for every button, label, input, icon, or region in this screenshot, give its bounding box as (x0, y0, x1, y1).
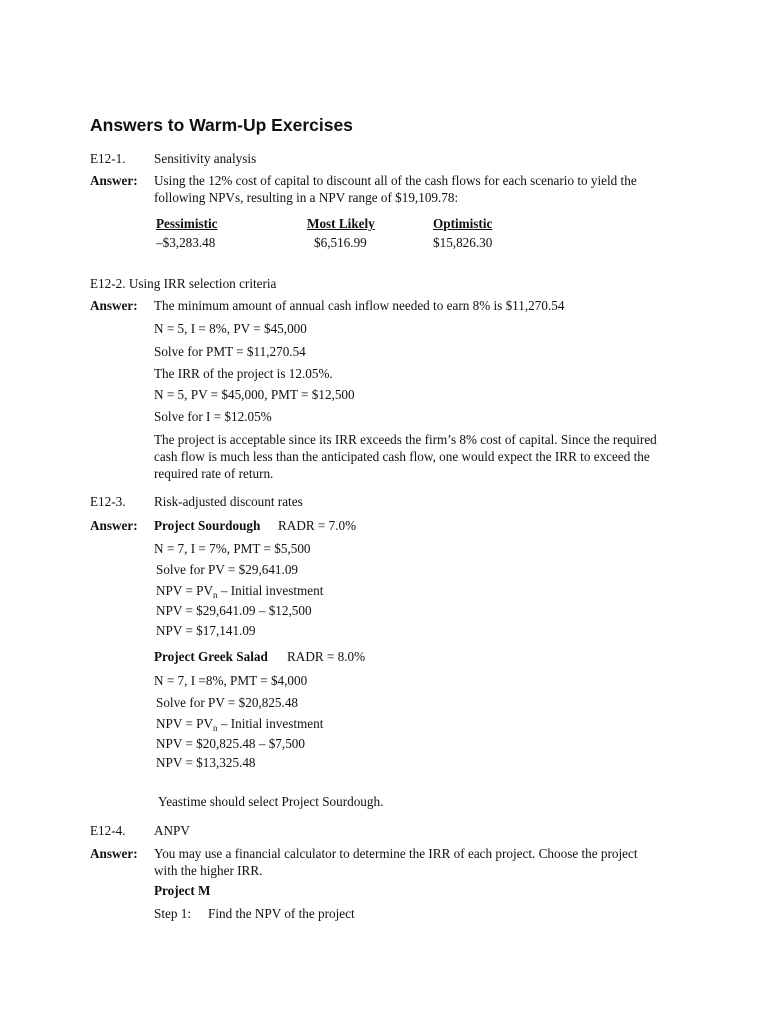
calc-line: Solve for PV = $20,825.48 (156, 695, 299, 710)
calc-line: NPV = $29,641.09 – $12,500 (156, 603, 312, 618)
answer-text: You may use a financial calculator to determine the IRR of each project. Choose the project with the higher IRR. (154, 846, 638, 878)
npv-formula (156, 715, 323, 732)
project-radr: RADR = 7.0% (278, 518, 357, 533)
answer-label: Answer: (90, 173, 138, 188)
table-header: Most Likely (307, 216, 375, 231)
conclusion-text: Yeastime should select Project Sourdough. (158, 794, 384, 809)
exercise-number: E12-1. (90, 151, 126, 166)
conclusion-text: The project is acceptable since its IRR exceeds the firm’s 8% cost of capital. Since the required cash flow is much less than the anticipated cash flow, one would expect the IRR to exceed the required rate of return. (154, 432, 657, 481)
exercise-number: E12-3. (90, 494, 126, 509)
calc-line: N = 7, I =8%, PMT = $4,000 (154, 673, 308, 688)
npv-formula-sub: n (213, 723, 218, 733)
calc-line: NPV = $13,325.48 (156, 755, 256, 770)
calc-line: N = 5, I = 8%, PV = $45,000 (154, 321, 307, 336)
exercise-heading: E12-2. Using IRR selection criteria (90, 276, 277, 291)
npv-formula-a: NPV = PV (156, 583, 214, 598)
project-name: Project M (154, 883, 211, 898)
npv-formula-a: NPV = PV (156, 716, 214, 731)
calc-line: NPV = $17,141.09 (156, 623, 256, 638)
project-name: Project Sourdough (154, 518, 261, 533)
table-cell: –$3,283.48 (156, 235, 216, 250)
calc-line: N = 7, I = 7%, PMT = $5,500 (154, 541, 311, 556)
npv-formula (156, 582, 323, 599)
calc-line: Solve for I = $12.05% (154, 409, 272, 424)
calc-line: NPV = $20,825.48 – $7,500 (156, 736, 305, 751)
npv-formula-b: – Initial investment (217, 583, 324, 598)
npv-formula-b: – Initial investment (217, 716, 324, 731)
exercise-topic: ANPV (154, 823, 190, 838)
table-cell: $6,516.99 (314, 235, 367, 250)
calc-line: Solve for PV = $29,641.09 (156, 562, 299, 577)
calc-line: Solve for PMT = $11,270.54 (154, 344, 306, 359)
answer-label: Answer: (90, 298, 138, 313)
step-text: Find the NPV of the project (208, 906, 355, 921)
step-label: Step 1: (154, 906, 191, 921)
answer-label: Answer: (90, 846, 138, 861)
project-radr: RADR = 8.0% (287, 649, 366, 664)
calc-line: N = 5, PV = $45,000, PMT = $12,500 (154, 387, 355, 402)
table-header: Optimistic (433, 216, 493, 231)
npv-formula-sub: n (213, 590, 218, 600)
answer-label: Answer: (90, 518, 138, 533)
page-title: Answers to Warm-Up Exercises (90, 115, 353, 135)
calc-line: The IRR of the project is 12.05%. (154, 366, 333, 381)
project-name: Project Greek Salad (154, 649, 268, 664)
exercise-topic: Risk-adjusted discount rates (154, 494, 303, 509)
exercise-topic: Sensitivity analysis (154, 151, 257, 166)
exercise-number: E12-4. (90, 823, 126, 838)
table-header: Pessimistic (156, 216, 218, 231)
answer-text: Using the 12% cost of capital to discount all of the cash flows for each scenario to yield the following NPVs, resulting in a NPV range of $19,109.78: (154, 173, 637, 205)
table-cell: $15,826.30 (433, 235, 493, 250)
answer-text: The minimum amount of annual cash inflow needed to earn 8% is $11,270.54 (154, 298, 565, 313)
